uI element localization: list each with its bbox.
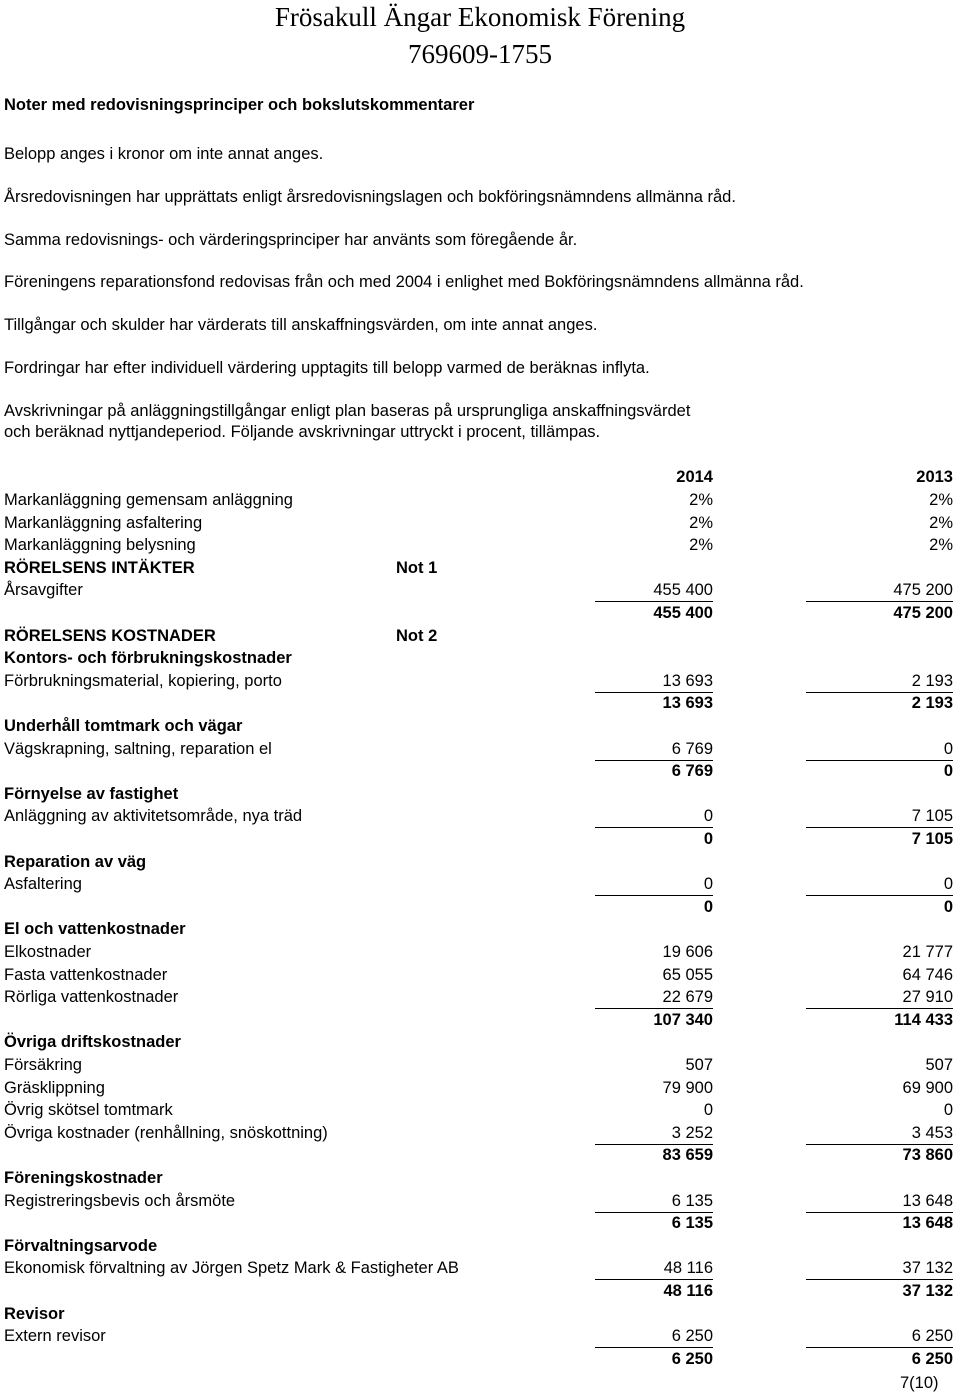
year-header-row [0, 466, 960, 488]
row-label: Reparation av väg [4, 852, 147, 871]
notes-heading: Noter med redovisningsprinciper och bokslutskommentarer [4, 96, 475, 114]
row-label: Revisor [4, 1304, 65, 1323]
subtotal-row [0, 1280, 960, 1302]
value-2014: 19 606 [662, 943, 713, 961]
value-2014: 0 [595, 805, 713, 828]
row-label: Övriga driftskostnader [4, 1033, 181, 1052]
value-2014: 13 693 [662, 694, 713, 713]
table-row [0, 738, 960, 760]
row-label: Asfaltering [4, 875, 82, 894]
row-label: Kontors- och förbrukningskostnader [4, 649, 292, 668]
table-row [0, 670, 960, 692]
paragraph: Årsredovisningen har upprättats enligt årsredovisningslagen och bokföringsnämndens allmänna råd. [4, 188, 736, 206]
value-2014: 6 135 [671, 1214, 713, 1233]
paragraph: Föreningens reparationsfond redovisas från och med 2004 i enlighet med Bokföringsnämndens allmänna råd. [4, 273, 804, 291]
subtotal-row [0, 1144, 960, 1166]
paragraph: Fordringar har efter individuell värdering upptagits till belopp varmed de beräknas inflyta. [4, 359, 650, 377]
paragraph: och beräknad nyttjandeperiod. Följande avskrivningar uttryckt i procent, tillämpas. [4, 423, 601, 441]
value-2013: 114 433 [894, 1010, 953, 1029]
value-2014: 65 055 [662, 965, 713, 984]
paragraph: Tillgångar och skulder har värderats till anskaffningsvärden, om inte annat anges. [4, 316, 598, 334]
row-label: Årsavgifter [4, 581, 83, 600]
value-2014: 507 [685, 1056, 713, 1074]
value-2013: 0 [943, 1101, 953, 1120]
value-2014: 83 659 [662, 1146, 713, 1165]
value-2014: 48 116 [595, 1257, 713, 1280]
value-2013: 475 200 [806, 579, 953, 602]
table-row [0, 805, 960, 827]
value-2014: 0 [703, 830, 713, 848]
value-2014: 6 250 [671, 1349, 713, 1368]
value-2014: 455 400 [653, 604, 713, 622]
table-row [0, 1031, 960, 1053]
row-label: Underhåll tomtmark och vägar [4, 717, 243, 735]
value-2013: 2 193 [806, 670, 953, 693]
row-label: RÖRELSENS KOSTNADER [4, 626, 216, 645]
table-row [0, 783, 960, 805]
value-2014: 22 679 [595, 986, 713, 1009]
table-row [0, 1167, 960, 1189]
value-2014: 6 135 [595, 1190, 713, 1213]
value-2014: 0 [595, 873, 713, 896]
subtotal-row [0, 1212, 960, 1234]
note-reference: Not 1 [396, 558, 438, 577]
value-2013: 13 648 [902, 1214, 953, 1233]
table-row [0, 534, 960, 556]
value-2013: 64 746 [902, 965, 953, 984]
paragraph: Belopp anges i kronor om inte annat anges. [4, 145, 324, 163]
row-label: Förvaltningsarvode [4, 1236, 158, 1255]
value-2013: 0 [806, 873, 953, 896]
row-label: Vägskrapning, saltning, reparation el [4, 739, 272, 758]
row-label: Försäkring [4, 1056, 82, 1074]
table-row [0, 715, 960, 737]
row-label: Fasta vattenkostnader [4, 965, 168, 984]
value-2013: 21 777 [902, 943, 953, 961]
subtotal-row [0, 896, 960, 918]
value-2013: 13 648 [806, 1190, 953, 1213]
value-2014: 6 769 [671, 762, 713, 781]
table-row [0, 1303, 960, 1325]
table-row [0, 1235, 960, 1257]
table-row [0, 512, 960, 534]
table-row [0, 873, 960, 895]
table-row [0, 1257, 960, 1279]
table-row [0, 1054, 960, 1076]
table-row [0, 489, 960, 511]
value-2014: 6 769 [595, 738, 713, 761]
year-2013-header: 2013 [916, 468, 953, 486]
row-label: Markanläggning asfaltering [4, 513, 203, 532]
value-2014: 0 [703, 897, 713, 916]
row-label: RÖRELSENS INTÄKTER [4, 558, 195, 577]
page-number: 7(10) [900, 1374, 939, 1392]
row-label: Anläggning av aktivitetsområde, nya träd [4, 807, 303, 826]
value-2014: 48 116 [663, 1282, 713, 1300]
value-2013: 0 [806, 738, 953, 761]
value-2014: 3 252 [595, 1122, 713, 1145]
value-2013: 3 453 [806, 1122, 953, 1145]
row-label: Förbrukningsmaterial, kopiering, porto [4, 671, 282, 690]
value-2014: 107 340 [653, 1010, 713, 1029]
value-2013: 69 900 [902, 1078, 953, 1097]
row-label: Föreningskostnader [4, 1169, 163, 1187]
value-2014: 455 400 [595, 579, 713, 602]
value-2013: 2% [929, 513, 953, 532]
subtotal-row [0, 760, 960, 782]
value-2013: 6 250 [806, 1325, 953, 1348]
subtotal-row [0, 1348, 960, 1370]
value-2013: 0 [943, 897, 953, 916]
value-2014: 79 900 [662, 1078, 713, 1097]
value-2014: 13 693 [595, 670, 713, 693]
org-number: 769609-1755 [408, 39, 552, 69]
table-row [0, 851, 960, 873]
row-label: Övriga kostnader (renhållning, snöskottning) [4, 1123, 328, 1142]
row-label: Markanläggning gemensam anläggning [4, 491, 293, 509]
table-row [0, 579, 960, 601]
note-reference: Not 2 [396, 626, 438, 645]
value-2013: 7 105 [911, 830, 953, 848]
subtotal-row [0, 828, 960, 850]
table-row [0, 1325, 960, 1347]
row-label: El och vattenkostnader [4, 920, 186, 939]
row-label: Registreringsbevis och årsmöte [4, 1191, 236, 1210]
value-2014: 2% [689, 491, 713, 509]
table-row [0, 964, 960, 986]
row-label: Övrig skötsel tomtmark [4, 1101, 173, 1120]
value-2013: 37 132 [902, 1282, 953, 1300]
table-row [0, 941, 960, 963]
value-2014: 2% [689, 513, 713, 532]
value-2013: 0 [943, 762, 953, 781]
table-row [0, 1077, 960, 1099]
value-2013: 73 860 [902, 1146, 953, 1165]
table-row [0, 986, 960, 1008]
subtotal-row [0, 692, 960, 714]
table-row [0, 918, 960, 940]
value-2013: 6 250 [911, 1349, 953, 1368]
row-label: Extern revisor [4, 1327, 106, 1346]
value-2013: 2% [929, 491, 953, 509]
value-2013: 27 910 [806, 986, 953, 1009]
subtotal-row [0, 602, 960, 624]
value-2013: 2% [929, 536, 953, 555]
table-row [0, 1122, 960, 1144]
paragraph: Avskrivningar på anläggningstillgångar enligt plan baseras på ursprungliga anskaffningsvärdet [4, 402, 691, 420]
row-label: Ekonomisk förvaltning av Jörgen Spetz Mark & Fastigheter AB [4, 1259, 459, 1278]
table-row [0, 557, 960, 579]
table-row [0, 1190, 960, 1212]
row-label: Markanläggning belysning [4, 536, 196, 555]
org-name: Frösakull Ängar Ekonomisk Förening [274, 2, 686, 32]
value-2014: 0 [703, 1101, 713, 1120]
row-label: Rörliga vattenkostnader [4, 988, 179, 1007]
value-2013: 37 132 [806, 1257, 953, 1280]
table-row [0, 625, 960, 647]
paragraph: Samma redovisnings- och värderingsprinciper har använts som föregående år. [4, 231, 578, 249]
value-2013: 7 105 [806, 805, 953, 828]
value-2014: 6 250 [595, 1325, 713, 1348]
table-row [0, 1099, 960, 1121]
value-2013: 507 [925, 1056, 953, 1074]
value-2014: 2% [689, 536, 713, 555]
row-label: Förnyelse av fastighet [4, 784, 179, 803]
table-row [0, 647, 960, 669]
value-2013: 2 193 [911, 694, 953, 713]
row-label: Gräsklippning [4, 1078, 105, 1097]
subtotal-row [0, 1009, 960, 1031]
value-2013: 475 200 [893, 604, 953, 622]
year-2014-header: 2014 [676, 468, 713, 486]
row-label: Elkostnader [4, 943, 92, 961]
